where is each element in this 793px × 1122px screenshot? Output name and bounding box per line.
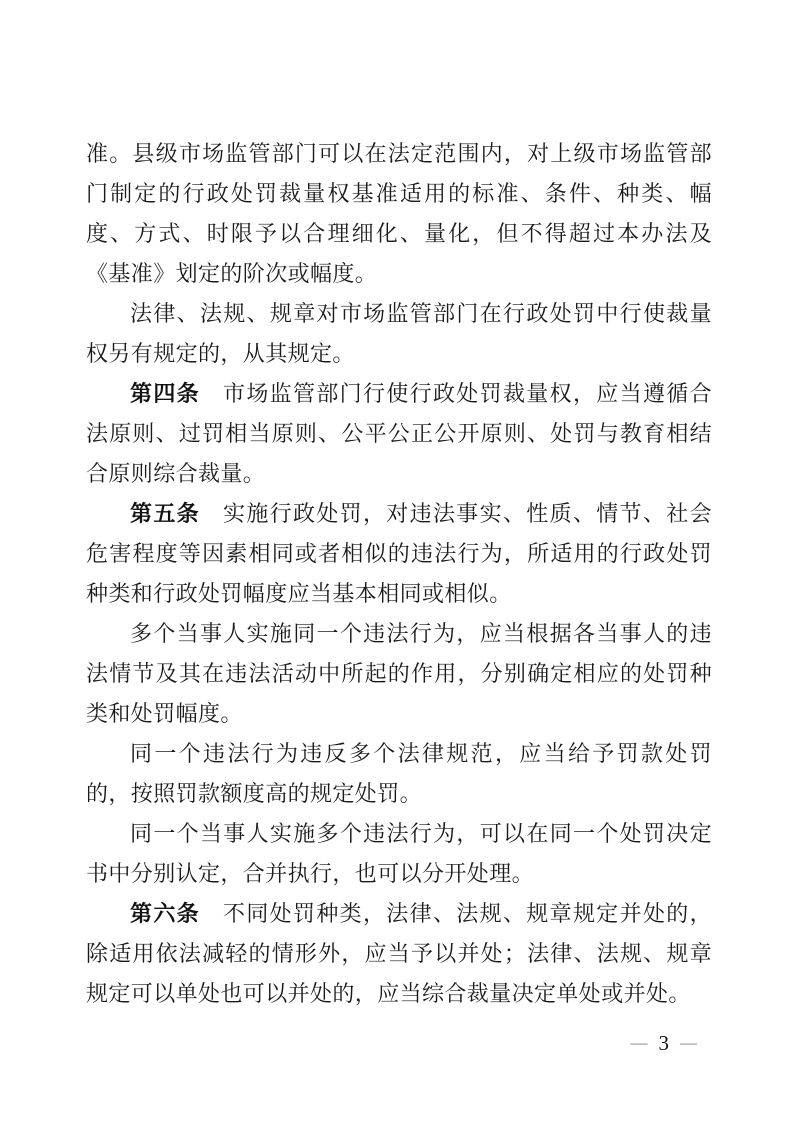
page-footer: [631, 1030, 698, 1056]
paragraph-text: 市场监管部门行使行政处罚裁量权，应当遵循合法原则、过罚相当原则、公平公正公开原则、处罚与教育相结合原则综合裁量。: [86, 381, 713, 486]
page-number-dash-left: —: [630, 1033, 648, 1052]
paragraph-text: 准。县级市场监管部门可以在法定范围内，对上级市场监管部门制定的行政处罚裁量权基准适用的标准、条件、种类、幅度、方式、时限予以合理细化、量化，但不得超过本办法及《基准》划定的阶次或幅度。: [86, 141, 712, 286]
paragraph-text: 同一个当事人实施多个违法行为，可以在同一个处罚决定书中分别认定，合并执行，也可以分开处理。: [86, 821, 712, 886]
paragraph-text: 多个当事人实施同一个违法行为，应当根据各当事人的违法情节及其在违法活动中所起的作用，分别确定相应的处罚种类和处罚幅度。: [86, 621, 712, 726]
page-number: 3: [658, 1031, 669, 1055]
paragraph: [86, 814, 712, 894]
paragraph: [86, 734, 712, 814]
article-number: 第六条: [130, 901, 200, 926]
paragraph-text: 法律、法规、规章对市场监管部门在行政处罚中行使裁量权另有规定的，从其规定。: [86, 301, 712, 366]
article-number: 第五条: [130, 501, 200, 526]
paragraph: [86, 294, 712, 374]
paragraph-article-5: [86, 494, 712, 614]
paragraph-article-6: [86, 894, 712, 1014]
paragraph-text: 同一个违法行为违反多个法律规范，应当给予罚款处罚的，按照罚款额度高的规定处罚。: [86, 741, 712, 806]
document-body: [86, 134, 712, 1014]
paragraph-continuation: [86, 134, 712, 294]
page-number-dash-right: —: [680, 1033, 697, 1052]
paragraph: [86, 614, 712, 734]
paragraph-text: 实施行政处罚，对违法事实、性质、情节、社会危害程度等因素相同或者相似的违法行为，所适用的行政处罚种类和行政处罚幅度应当基本相同或相似。: [86, 501, 713, 606]
paragraph-text: 不同处罚种类，法律、法规、规章规定并处的，除适用依法减轻的情形外，应当予以并处；法律、法规、规章规定可以单处也可以并处的，应当综合裁量决定单处或并处。: [86, 901, 713, 1006]
article-number: 第四条: [130, 381, 200, 406]
paragraph-article-4: [86, 374, 712, 494]
